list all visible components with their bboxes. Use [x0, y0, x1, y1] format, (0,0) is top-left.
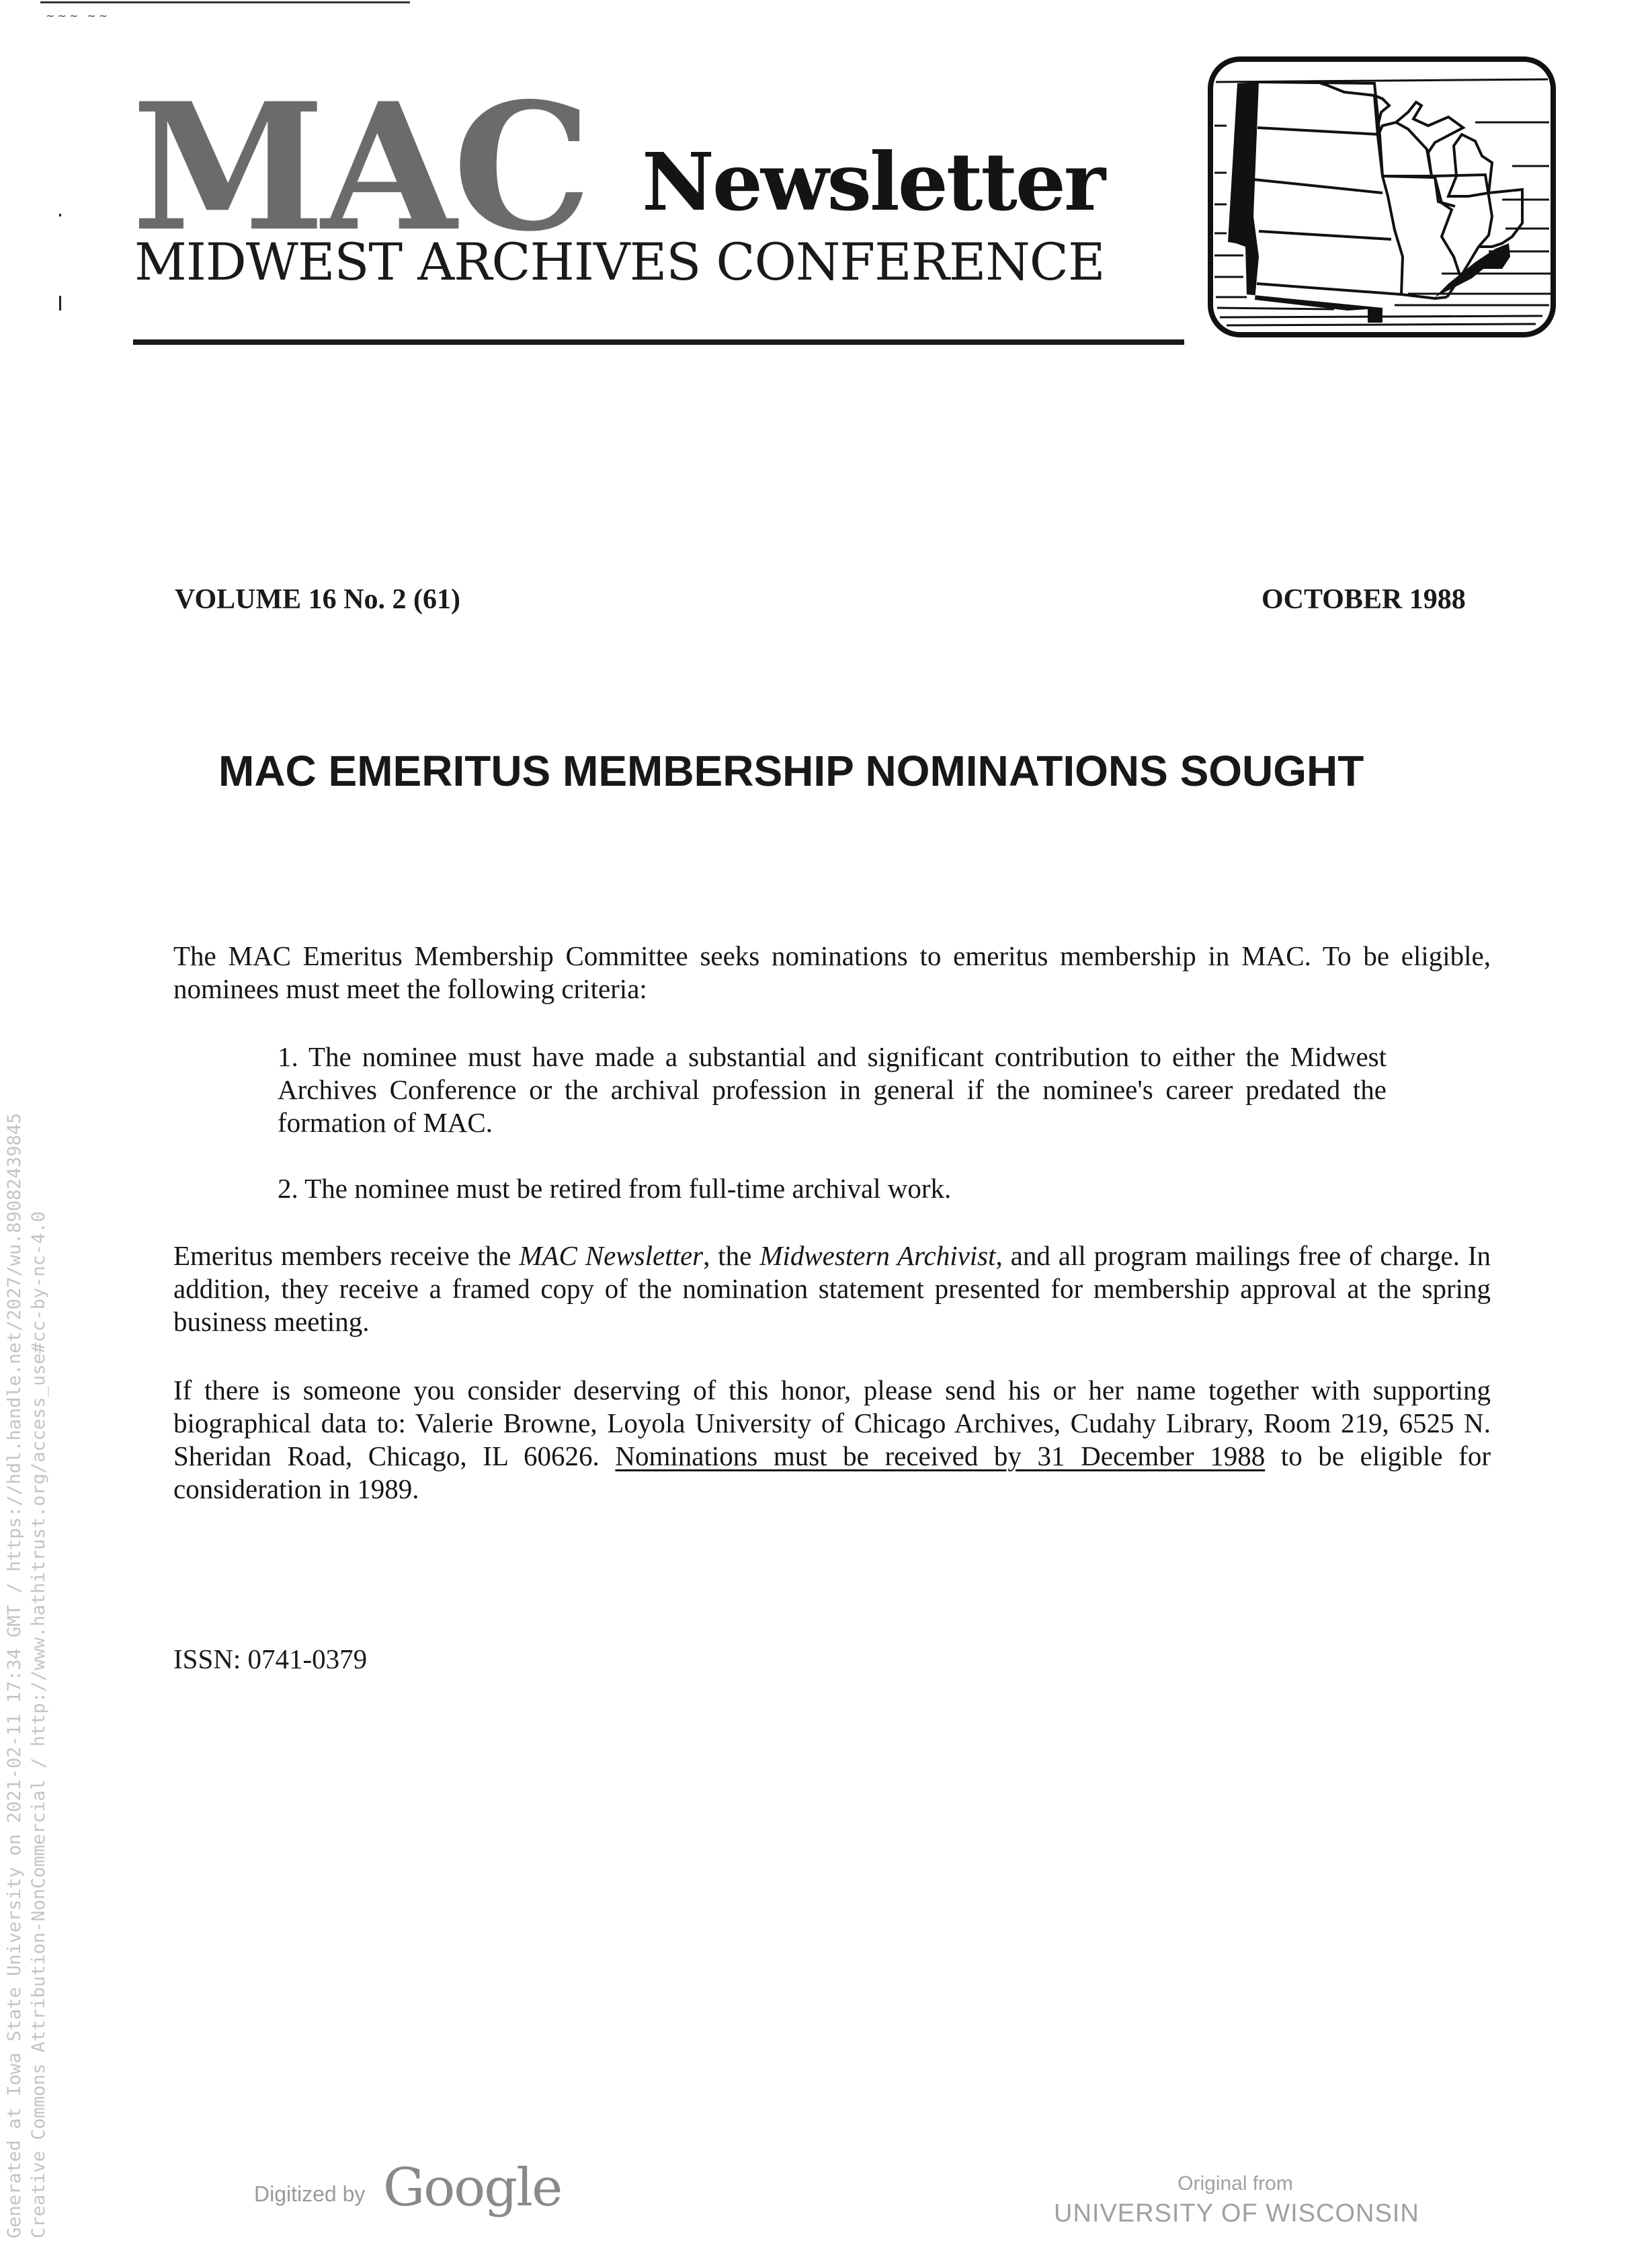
mac-logo: MAC — [132, 65, 588, 270]
benefits-text-post: , and all program mailings free of charge. In addition, they receive a framed copy of the nomination statement presented for membership approval at the spring business meeting. — [173, 1240, 1491, 1337]
issue-date: OCTOBER 1988 — [1262, 584, 1466, 615]
publication-title-newsletter: MAC Newsletter — [519, 1240, 704, 1271]
submission-paragraph — [173, 1374, 1491, 1506]
scan-marks: ~~~ ~~ — [46, 9, 111, 22]
watermark-generated: Generated at Iowa State University on 2021-02-11 17:34 GMT / https://hdl.handle.net/2027/wu.89082439845 — [4, 1112, 25, 2238]
benefits-text-pre: Emeritus members receive the — [173, 1240, 520, 1271]
scan-speck — [59, 296, 61, 311]
criterion-1: 1. The nominee must have made a substantial and significant contribution to either the Midwest Archives Conference or the archival profession in general if the nominee's career predated the formation of MAC. — [278, 1041, 1387, 1138]
scan-top-line — [40, 1, 410, 3]
digitized-by-label: Digitized by — [254, 2182, 366, 2206]
organization-name: MIDWEST ARCHIVES CONFERENCE — [134, 232, 1105, 292]
newsletter-wordmark: Newsletter — [642, 135, 1104, 229]
midwest-map-icon — [1206, 55, 1557, 339]
criterion-2: 2. The nominee must be retired from full-time archival work. — [278, 1173, 952, 1204]
deadline-notice: Nominations must be received by 31 December 1988 — [615, 1440, 1266, 1471]
masthead-rule — [133, 339, 1184, 345]
submission-tail: to be eligible for consideration in 1989. — [173, 1440, 1491, 1504]
intro-paragraph: The MAC Emeritus Membership Committee seeks nominations to emeritus membership in MAC. To be eligible, nominees must meet the following criteria: — [173, 940, 1491, 1004]
google-logo: Google — [383, 2158, 562, 2218]
benefits-text-mid: , the — [703, 1240, 760, 1271]
volume-number: VOLUME 16 No. 2 (61) — [175, 584, 460, 615]
scan-speck — [59, 214, 61, 216]
benefits-paragraph — [173, 1239, 1491, 1338]
issn-number: ISSN: 0741-0379 — [173, 1643, 368, 1674]
watermark-license: Creative Commons Attribution-NonCommercial / http://www.hathitrust.org/access_use#cc-by-nc-4.0 — [28, 1211, 49, 2238]
submission-address: If there is someone you consider deserving of this honor, please send his or her name together with supporting biographical data to: Valerie Browne, Loyola University of Chicago Archives, Cudahy Library, Room 219, 6525 N. Sheridan Road, Chicago, IL 60626. — [173, 1375, 1491, 1471]
source-university: UNIVERSITY OF WISCONSIN — [1054, 2199, 1419, 2228]
original-from-label: Original from — [1178, 2172, 1293, 2195]
article-headline: MAC EMERITUS MEMBERSHIP NOMINATIONS SOUGHT — [218, 747, 1364, 795]
publication-title-archivist: Midwestern Archivist — [759, 1240, 996, 1271]
